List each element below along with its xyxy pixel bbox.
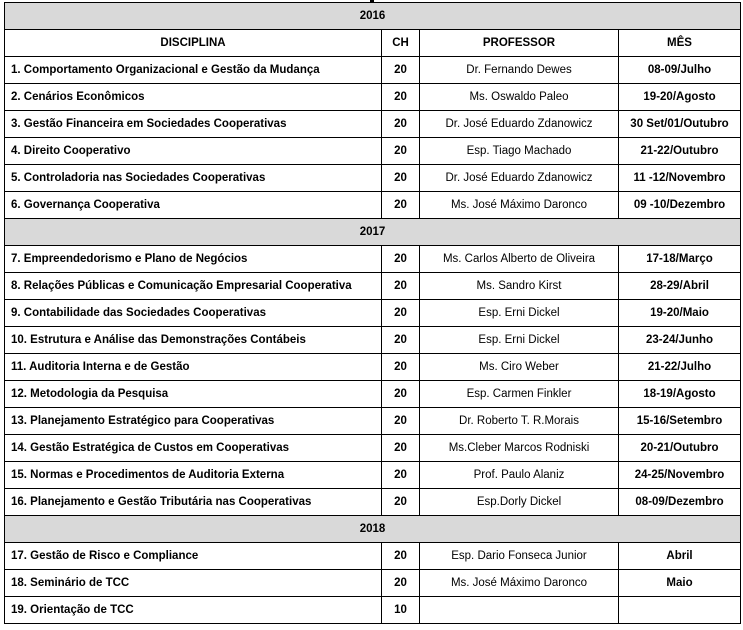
table-row bbox=[5, 462, 741, 489]
cell-ch: 20 bbox=[382, 192, 420, 219]
cell-ch: 20 bbox=[382, 84, 420, 111]
cell-ch: 20 bbox=[382, 273, 420, 300]
header-professor: PROFESSOR bbox=[420, 30, 619, 57]
cell-professor: Ms. Ciro Weber bbox=[420, 354, 619, 381]
table-row bbox=[5, 300, 741, 327]
cell-mes: 19-20/Maio bbox=[619, 300, 741, 327]
cell-mes: 17-18/Março bbox=[619, 246, 741, 273]
cell-ch: 20 bbox=[382, 138, 420, 165]
course-schedule-table bbox=[4, 2, 741, 624]
cell-disciplina: 15. Normas e Procedimentos de Auditoria Externa bbox=[5, 462, 382, 489]
cell-professor: Ms. José Máximo Daronco bbox=[420, 192, 619, 219]
cell-ch: 20 bbox=[382, 327, 420, 354]
table-row bbox=[5, 381, 741, 408]
cell-professor: Esp. Erni Dickel bbox=[420, 327, 619, 354]
table-row bbox=[5, 165, 741, 192]
cell-professor: Ms. José Máximo Daronco bbox=[420, 570, 619, 597]
cell-professor: Esp. Erni Dickel bbox=[420, 300, 619, 327]
cell-professor: Esp. Dario Fonseca Junior bbox=[420, 543, 619, 570]
cell-professor: Dr. Roberto T. R.Morais bbox=[420, 408, 619, 435]
year-row bbox=[5, 219, 741, 246]
cell-mes: Abril bbox=[619, 543, 741, 570]
cell-mes: 30 Set/01/Outubro bbox=[619, 111, 741, 138]
cell-mes: 21-22/Outubro bbox=[619, 138, 741, 165]
table-row bbox=[5, 111, 741, 138]
cell-disciplina: 5. Controladoria nas Sociedades Cooperativas bbox=[5, 165, 382, 192]
cell-professor: Ms.Cleber Marcos Rodniski bbox=[420, 435, 619, 462]
cell-mes: 23-24/Junho bbox=[619, 327, 741, 354]
cell-mes: 15-16/Setembro bbox=[619, 408, 741, 435]
cell-professor bbox=[420, 597, 619, 624]
cell-disciplina: 12. Metodologia da Pesquisa bbox=[5, 381, 382, 408]
cell-disciplina: 9. Contabilidade das Sociedades Cooperativas bbox=[5, 300, 382, 327]
year-row bbox=[5, 3, 741, 30]
cell-disciplina: 11. Auditoria Interna e de Gestão bbox=[5, 354, 382, 381]
cell-professor: Dr. José Eduardo Zdanowicz bbox=[420, 165, 619, 192]
cell-ch: 20 bbox=[382, 165, 420, 192]
cell-disciplina: 2. Cenários Econômicos bbox=[5, 84, 382, 111]
cell-disciplina: 7. Empreendedorismo e Plano de Negócios bbox=[5, 246, 382, 273]
table-row bbox=[5, 273, 741, 300]
table-row bbox=[5, 597, 741, 624]
cell-disciplina: 16. Planejamento e Gestão Tributária nas Cooperativas bbox=[5, 489, 382, 516]
cell-ch: 20 bbox=[382, 354, 420, 381]
cell-disciplina: 4. Direito Cooperativo bbox=[5, 138, 382, 165]
header-disciplina: DISCIPLINA bbox=[5, 30, 382, 57]
cell-ch: 20 bbox=[382, 570, 420, 597]
cell-professor: Dr. José Eduardo Zdanowicz bbox=[420, 111, 619, 138]
table-row bbox=[5, 543, 741, 570]
year-label: 2018 bbox=[5, 516, 741, 543]
table-row bbox=[5, 327, 741, 354]
cell-ch: 20 bbox=[382, 300, 420, 327]
cell-disciplina: 13. Planejamento Estratégico para Cooperativas bbox=[5, 408, 382, 435]
table-row bbox=[5, 435, 741, 462]
cell-disciplina: 19. Orientação de TCC bbox=[5, 597, 382, 624]
cell-ch: 20 bbox=[382, 543, 420, 570]
cell-professor: Esp. Carmen Finkler bbox=[420, 381, 619, 408]
table-row bbox=[5, 138, 741, 165]
cell-mes: 09 -10/Dezembro bbox=[619, 192, 741, 219]
cell-mes: 24-25/Novembro bbox=[619, 462, 741, 489]
cell-mes bbox=[619, 597, 741, 624]
cell-disciplina: 18. Seminário de TCC bbox=[5, 570, 382, 597]
cell-ch: 10 bbox=[382, 597, 420, 624]
cell-ch: 20 bbox=[382, 57, 420, 84]
table-row bbox=[5, 84, 741, 111]
cell-professor: Ms. Sandro Kirst bbox=[420, 273, 619, 300]
table-row bbox=[5, 408, 741, 435]
cell-mes: 28-29/Abril bbox=[619, 273, 741, 300]
cell-professor: Ms. Oswaldo Paleo bbox=[420, 84, 619, 111]
cell-professor: Ms. Carlos Alberto de Oliveira bbox=[420, 246, 619, 273]
cell-mes: Maio bbox=[619, 570, 741, 597]
table-row bbox=[5, 246, 741, 273]
cell-disciplina: 6. Governança Cooperativa bbox=[5, 192, 382, 219]
cell-disciplina: 10. Estrutura e Análise das Demonstrações Contábeis bbox=[5, 327, 382, 354]
cell-mes: 11 -12/Novembro bbox=[619, 165, 741, 192]
cell-professor: Esp.Dorly Dickel bbox=[420, 489, 619, 516]
cell-professor: Esp. Tiago Machado bbox=[420, 138, 619, 165]
table-row bbox=[5, 489, 741, 516]
header-ch: CH bbox=[382, 30, 420, 57]
year-label: 2016 bbox=[5, 3, 741, 30]
table-row bbox=[5, 192, 741, 219]
schedule-body bbox=[5, 3, 741, 624]
cell-mes: 08-09/Julho bbox=[619, 57, 741, 84]
cell-mes: 20-21/Outubro bbox=[619, 435, 741, 462]
table-row bbox=[5, 57, 741, 84]
year-row bbox=[5, 516, 741, 543]
cell-ch: 20 bbox=[382, 408, 420, 435]
header-row bbox=[5, 30, 741, 57]
table-row bbox=[5, 570, 741, 597]
cell-mes: 19-20/Agosto bbox=[619, 84, 741, 111]
cell-ch: 20 bbox=[382, 462, 420, 489]
cell-disciplina: 8. Relações Públicas e Comunicação Empresarial Cooperativa bbox=[5, 273, 382, 300]
cell-disciplina: 1. Comportamento Organizacional e Gestão da Mudança bbox=[5, 57, 382, 84]
cell-disciplina: 3. Gestão Financeira em Sociedades Cooperativas bbox=[5, 111, 382, 138]
cell-ch: 20 bbox=[382, 435, 420, 462]
cell-disciplina: 17. Gestão de Risco e Compliance bbox=[5, 543, 382, 570]
cell-ch: 20 bbox=[382, 381, 420, 408]
header-mes: MÊS bbox=[619, 30, 741, 57]
cell-professor: Prof. Paulo Alaniz bbox=[420, 462, 619, 489]
table-row bbox=[5, 354, 741, 381]
cell-ch: 20 bbox=[382, 111, 420, 138]
cell-ch: 20 bbox=[382, 489, 420, 516]
cell-ch: 20 bbox=[382, 246, 420, 273]
cell-mes: 18-19/Agosto bbox=[619, 381, 741, 408]
cell-disciplina: 14. Gestão Estratégica de Custos em Cooperativas bbox=[5, 435, 382, 462]
cell-mes: 21-22/Julho bbox=[619, 354, 741, 381]
cell-mes: 08-09/Dezembro bbox=[619, 489, 741, 516]
year-label: 2017 bbox=[5, 219, 741, 246]
cell-professor: Dr. Fernando Dewes bbox=[420, 57, 619, 84]
